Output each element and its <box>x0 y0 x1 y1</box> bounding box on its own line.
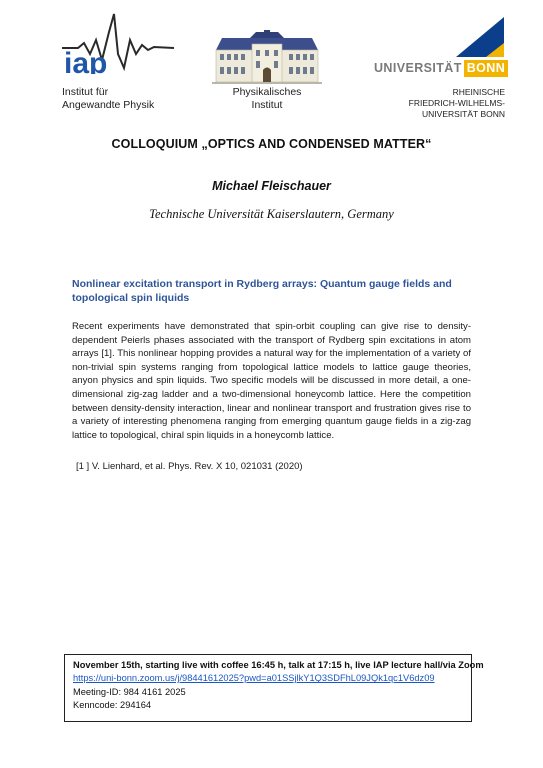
speaker-affiliation: Technische Universität Kaiserslautern, Germany <box>149 207 394 221</box>
iap-caption-line-2: Angewandte Physik <box>62 98 155 111</box>
bonn-wordmark-universitaet: UNIVERSITÄT <box>374 61 462 75</box>
bonn-caption-line-1: RHEINISCHE <box>452 87 505 97</box>
institute-building <box>212 30 322 84</box>
pi-caption-line-2: Institut <box>251 98 283 111</box>
iap-logo-text: iap <box>64 47 108 74</box>
bonn-logo-triangle-icon <box>456 17 504 57</box>
bonn-caption-line-3: UNIVERSITÄT BONN <box>422 109 505 119</box>
bonn-caption-line-2: FRIEDRICH-WILHELMS- <box>408 98 505 108</box>
meeting-id: Meeting-ID: 984 4161 2025 <box>73 686 186 697</box>
reference-citation: [1 ] V. Lienhard, et al. Phys. Rev. X 10, 021031 (2020) <box>76 461 303 472</box>
pi-caption <box>210 86 324 111</box>
speaker-name: Michael Fleischauer <box>212 179 331 193</box>
bonn-caption <box>409 87 505 120</box>
bonn-wordmark-bonn: BONN <box>464 60 508 77</box>
institute-building-icon <box>212 30 322 84</box>
abstract-paragraph: Recent experiments have demonstrated that spin-orbit coupling can give rise to density-dependent Peierls phases associated with the transport of Rydberg spin excitations in atom arrays [1]. This nonlinear hopping provides a natural way for the implementation of a variety of non-trivial spin systems ranging from topological lattice models to lattice gauge theories, anyon physics and spin liquids. Two specific models will be discussed in more detail, a one-dimensional zig-zag ladder and a two-dimensional honeycomb lattice. Here the competition between density-density interaction, linear and nonlinear transport and frustration gives rise to a variety of interesting phenomena ranging from emerging quantum gauge fields in a zig-zag lattice to topological, chiral spin liquids in a honeycomb lattice. <box>72 321 471 441</box>
talk-title: Nonlinear excitation transport in Rydberg arrays: Quantum gauge fields and topological spin liquids <box>72 278 452 304</box>
iap-logo <box>62 10 174 74</box>
colloquium-title: COLLOQUIUM „OPTICS AND CONDENSED MATTER“ <box>111 137 432 151</box>
zoom-link[interactable]: https://uni-bonn.zoom.us/j/98441612025?pwd=a01SSjlkY1Q3SDFhL09JQk1qc1V6dz09 <box>73 673 435 684</box>
bonn-logo <box>456 17 504 57</box>
iap-caption <box>62 86 154 111</box>
pi-caption-line-1: Physikalisches <box>232 86 302 98</box>
iap-logo-icon <box>62 10 174 74</box>
kenncode: Kenncode: 294164 <box>73 699 152 710</box>
iap-caption-line-1: Institut für <box>62 86 109 98</box>
event-schedule: November 15th, starting live with coffee 16:45 h, talk at 17:15 h, live IAP lecture hall/via Zoom <box>73 660 484 670</box>
event-info-box <box>64 654 484 722</box>
bonn-wordmark <box>374 60 508 77</box>
